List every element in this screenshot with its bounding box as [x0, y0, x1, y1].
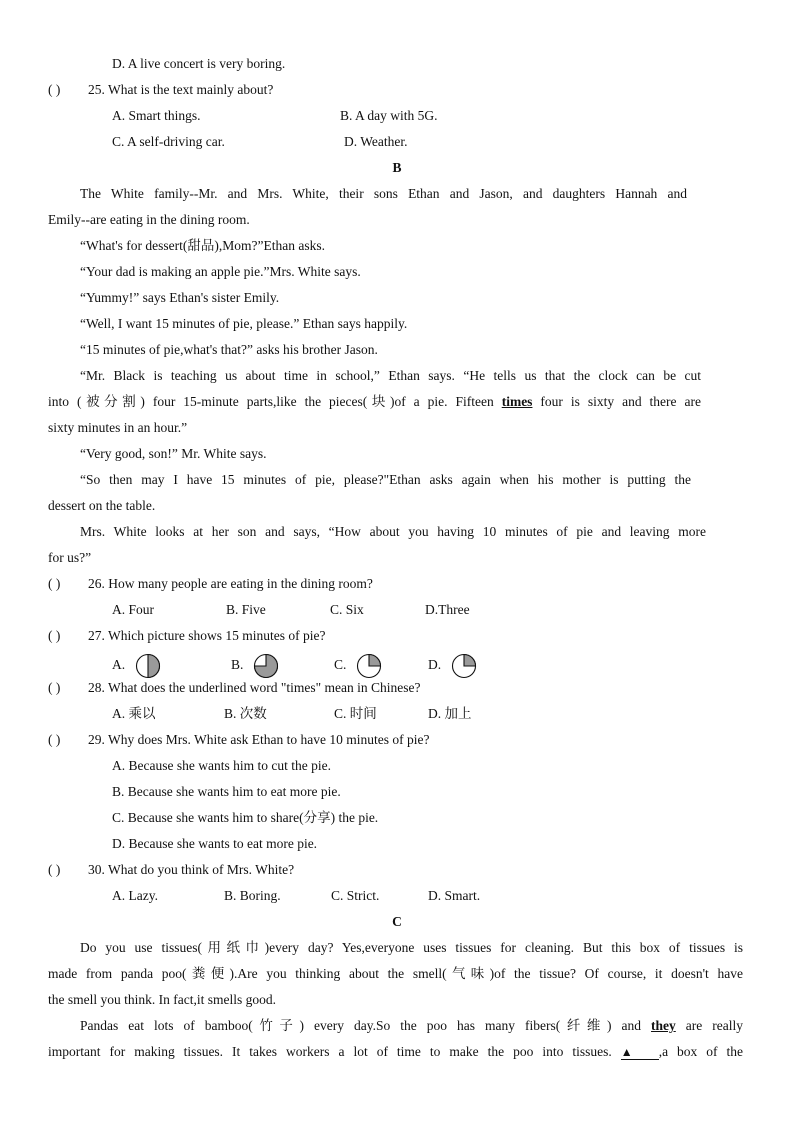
- pie-half-icon: [135, 653, 161, 679]
- q25-option-d: D. Weather.: [344, 134, 408, 149]
- q30-option-a: A. Lazy.: [112, 888, 158, 903]
- passage-c-line: Do you use tissues(用纸巾)every day? Yes,everyone uses tissues for cleaning. But this box of tissues is: [80, 940, 743, 955]
- q30-option-c: C. Strict.: [331, 888, 380, 903]
- q26-option-c: C. Six: [330, 602, 364, 617]
- q27-option-b: [231, 653, 279, 679]
- passage-text: four is sixty and there are: [532, 394, 701, 409]
- passage-text: ,a box of the: [658, 1044, 744, 1059]
- q29-answer-blank[interactable]: ( ): [48, 732, 61, 747]
- passage-b-line: “Mr. Black is teaching us about time in school,” Ethan says. “He tells us that the clock can be cut: [80, 368, 701, 383]
- passage-b-line: The White family--Mr. and Mrs. White, their sons Ethan and Jason, and daughters Hannah and: [80, 186, 687, 201]
- passage-b-line: Mrs. White looks at her son and says, “How about you having 10 minutes of pie and leaving more: [80, 524, 706, 539]
- q29-stem: 29. Why does Mrs. White ask Ethan to have 10 minutes of pie?: [88, 732, 430, 747]
- q27-option-c: [334, 653, 382, 679]
- passage-b-line: “What's for dessert(甜品),Mom?”Ethan asks.: [80, 238, 325, 253]
- passage-b-line: “15 minutes of pie,what's that?” asks his brother Jason.: [80, 342, 378, 357]
- q30-option-b: B. Boring.: [224, 888, 281, 903]
- q25-answer-blank[interactable]: ( ): [48, 82, 61, 97]
- q27-option-a: [112, 653, 161, 679]
- q28-stem: 28. What does the underlined word "times" mean in Chinese?: [88, 680, 421, 695]
- passage-text: are really: [675, 1018, 743, 1033]
- passage-c-line: made from panda poo(粪便).Are you thinking about the smell(气味)of the tissue? Of course, it doesn't have: [48, 966, 743, 981]
- q29-option-d: D. Because she wants to eat more pie.: [112, 836, 318, 851]
- underlined-word-they: they: [651, 1018, 676, 1033]
- passage-b-line: “Yummy!” says Ethan's sister Emily.: [80, 290, 280, 305]
- q26-answer-blank[interactable]: ( ): [48, 576, 61, 591]
- q27-answer-blank[interactable]: ( ): [48, 628, 61, 643]
- passage-text: important for making tissues. It takes workers a lot of time to make the poo into tissues.: [48, 1044, 621, 1059]
- q26-stem: 26. How many people are eating in the dining room?: [88, 576, 373, 591]
- underlined-word-times: times: [501, 394, 533, 409]
- q28-option-a: A. 乘以: [112, 706, 156, 721]
- q28-option-c: C. 时间: [334, 706, 377, 721]
- option-letter: D.: [428, 657, 442, 673]
- passage-c-line: the smell you think. In fact,it smells good.: [48, 992, 276, 1007]
- q28-option-b: B. 次数: [224, 706, 267, 721]
- q27-option-d: [428, 653, 477, 679]
- q28-answer-blank[interactable]: ( ): [48, 680, 61, 695]
- passage-c-line: [48, 1043, 743, 1061]
- q30-answer-blank[interactable]: ( ): [48, 862, 61, 877]
- passage-b-line: dessert on the table.: [48, 498, 156, 513]
- q27-stem: 27. Which picture shows 15 minutes of pie?: [88, 628, 326, 643]
- passage-b-line: “Well, I want 15 minutes of pie, please.” Ethan says happily.: [80, 316, 408, 331]
- passage-b-line: “Your dad is making an apple pie.”Mrs. White says.: [80, 264, 361, 279]
- q29-option-a: A. Because she wants him to cut the pie.: [112, 758, 331, 773]
- q26-option-b: B. Five: [226, 602, 266, 617]
- option-letter: C.: [334, 657, 347, 673]
- q26-option-a: A. Four: [112, 602, 155, 617]
- option-letter: B.: [231, 657, 244, 673]
- section-c-heading: C: [392, 914, 402, 929]
- q25-option-c: C. A self-driving car.: [112, 134, 225, 149]
- q30-stem: 30. What do you think of Mrs. White?: [88, 862, 295, 877]
- q30-option-d: D. Smart.: [428, 888, 481, 903]
- option-letter: A.: [112, 657, 126, 673]
- q28-option-d: D. 加上: [428, 706, 472, 721]
- passage-b-line: Emily--are eating in the dining room.: [48, 212, 250, 227]
- passage-b-line: sixty minutes in an hour.”: [48, 420, 188, 435]
- passage-b-line: for us?”: [48, 550, 92, 565]
- q26-option-d: D.Three: [425, 602, 470, 617]
- q25-stem: 25. What is the text mainly about?: [88, 82, 274, 97]
- section-b-heading: B: [392, 160, 402, 175]
- passage-c-line: [80, 1017, 743, 1035]
- q25-option-a: A. Smart things.: [112, 108, 201, 123]
- fill-in-blank-triangle[interactable]: ▲: [621, 1045, 659, 1060]
- q29-option-b: B. Because she wants him to eat more pie.: [112, 784, 341, 799]
- passage-b-line: [48, 393, 701, 411]
- passage-text: into (被分割) four 15-minute parts,like the pieces(块)of a pie. Fifteen: [48, 394, 502, 409]
- q24-option-d: D. A live concert is very boring.: [112, 56, 286, 71]
- pie-three-quarters-icon: [253, 653, 279, 679]
- pie-quarter-icon: [451, 653, 477, 679]
- pie-quarter-icon: [356, 653, 382, 679]
- passage-b-line: “Very good, son!” Mr. White says.: [80, 446, 267, 461]
- q25-option-b: B. A day with 5G.: [340, 108, 438, 123]
- passage-text: Pandas eat lots of bamboo(竹子) every day.So the poo has many fibers(纤维) and: [80, 1018, 652, 1033]
- q29-option-c: C. Because she wants him to share(分享) the pie.: [112, 810, 379, 825]
- passage-b-line: “So then may I have 15 minutes of pie, please?"Ethan asks again when his mother is putting the: [80, 472, 691, 487]
